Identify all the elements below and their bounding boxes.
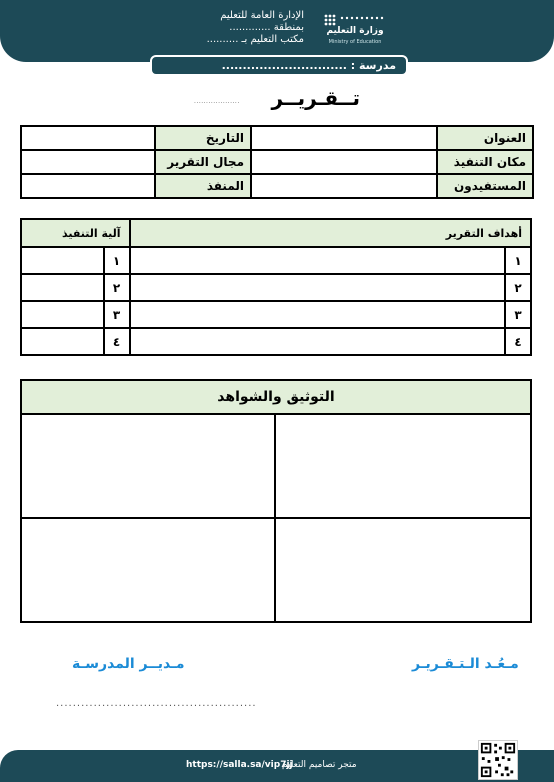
ministry-name-en: Ministry of Education [328, 39, 382, 45]
store-url-link[interactable]: https://salla.sa/vip7jj [186, 760, 293, 770]
admin-info [180, 10, 304, 46]
evidence-image-slot[interactable] [21, 414, 275, 518]
place-value-field[interactable] [251, 150, 437, 174]
page-header [0, 0, 554, 62]
admin-line-1: الإدارة العامة للتعليم [220, 10, 304, 21]
goal-number: ٣ [505, 301, 531, 328]
principal-signature-label: مـديــر المدرسـة [72, 656, 185, 672]
field-label: مجال التقرير [155, 150, 251, 174]
table-row [21, 518, 531, 622]
executor-value-field[interactable] [21, 174, 155, 198]
ministry-logo-icon [320, 12, 390, 26]
report-info-table [20, 125, 534, 199]
beneficiaries-label: المستفيدون [437, 174, 533, 198]
principal-signature-line: ................................................ [56, 698, 257, 709]
goal-field[interactable] [130, 274, 505, 301]
ministry-name-ar: وزارة التعليم [326, 26, 384, 36]
title-value-field[interactable] [251, 126, 437, 150]
mechanism-header: آلية التنفيذ [21, 219, 130, 247]
table-row [21, 150, 533, 174]
evidence-image-slot[interactable] [275, 414, 531, 518]
school-name-field[interactable]: مدرسة : .............................. [150, 55, 408, 76]
table-row [21, 414, 531, 518]
executor-label: المنفذ [155, 174, 251, 198]
table-row [21, 328, 531, 355]
table-header-row [21, 219, 531, 247]
page-title: تــقـريــر [271, 86, 360, 110]
title-dots: ................... [194, 98, 240, 105]
mechanism-field[interactable] [21, 274, 104, 301]
field-value-field[interactable] [21, 150, 155, 174]
title-row [190, 86, 366, 112]
mechanism-number: ٢ [104, 274, 130, 301]
documentation-table [20, 379, 532, 623]
mechanism-number: ٤ [104, 328, 130, 355]
goal-number: ٤ [505, 328, 531, 355]
mechanism-field[interactable] [21, 301, 104, 328]
mechanism-field[interactable] [21, 328, 104, 355]
table-header-row [21, 380, 531, 414]
goal-number: ١ [505, 247, 531, 274]
goals-table [20, 218, 532, 356]
table-row [21, 174, 533, 198]
store-name: متجر تصاميم التعليم [282, 760, 357, 770]
qr-code-icon[interactable] [478, 740, 518, 780]
goal-field[interactable] [130, 301, 505, 328]
date-value-field[interactable] [21, 126, 155, 150]
goals-header: أهداف التقرير [130, 219, 531, 247]
page-footer [0, 750, 554, 782]
goal-field[interactable] [130, 247, 505, 274]
mechanism-number: ٣ [104, 301, 130, 328]
table-row [21, 301, 531, 328]
ministry-logo [320, 12, 390, 48]
goal-number: ٢ [505, 274, 531, 301]
goal-field[interactable] [130, 328, 505, 355]
table-row [21, 126, 533, 150]
mechanism-number: ١ [104, 247, 130, 274]
title-label: العنوان [437, 126, 533, 150]
evidence-image-slot[interactable] [275, 518, 531, 622]
table-row [21, 274, 531, 301]
table-row [21, 247, 531, 274]
evidence-image-slot[interactable] [21, 518, 275, 622]
place-label: مكان التنفيذ [437, 150, 533, 174]
beneficiaries-value-field[interactable] [251, 174, 437, 198]
admin-line-2: بمنطقة ............. [229, 22, 304, 33]
date-label: التاريخ [155, 126, 251, 150]
preparer-signature-label: مـعُـد الـتـقـريـر [412, 656, 519, 672]
admin-line-3: مكتب التعليم بـ .......... [206, 34, 304, 45]
documentation-header: التوثيق والشواهد [21, 380, 531, 414]
mechanism-field[interactable] [21, 247, 104, 274]
